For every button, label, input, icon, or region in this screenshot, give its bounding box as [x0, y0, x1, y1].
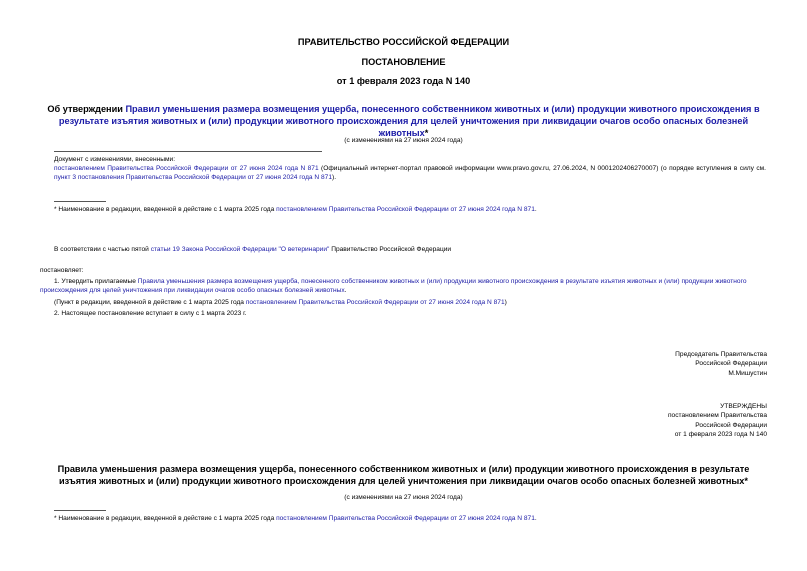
item-1-text: 1. Утвердить прилагаемые: [54, 278, 138, 285]
entry-into-force-link[interactable]: пункт 3 постановления Правительства Российской Федерации от 27 июня 2024 года N 871: [54, 174, 333, 182]
preamble-text-end: Правительство Российской Федерации: [329, 246, 452, 253]
footnote-2-decree-link[interactable]: постановлением Правительства Российской Федерации от 27 июня 2024 года N 871: [276, 515, 535, 522]
footnote-text: * Наименование в редакции, введенной в действие с 1 марта 2025 года: [54, 206, 277, 213]
government-heading: ПРАВИТЕЛЬСТВО РОССИЙСКОЙ ФЕДЕРАЦИИ: [297, 37, 510, 47]
doc-type-heading: ПОСТАНОВЛЕНИЕ: [361, 57, 446, 67]
signature-line-2: Российской Федерации: [695, 360, 767, 368]
signature-block: [500, 350, 767, 378]
approved-line-3: Российской Федерации: [695, 421, 767, 429]
item-2: 2. Настоящее постановление вступает в силу с 1 марта 2023 г.: [54, 310, 247, 317]
title-rules-link[interactable]: Правил уменьшения размера возмещения ущерба, понесенного собственником животных и (или) продукции животного происхождения в результате изъятия животных и (или) продукции животного происхождения для целей уничтожения при ликвидации очагов особо опасных болезней животных: [58, 104, 760, 138]
title-prefix: Об утверждении: [47, 104, 126, 114]
changes-text: [54, 164, 766, 183]
footnote-title: [54, 205, 766, 214]
changes-source-text: (Официальный интернет-портал правовой информации www.pravo.gov.ru, 27.06.2024, N 0001202406270007) (о порядке вступления в силу см.: [318, 165, 766, 172]
signature-line-1: Председатель Правительства: [675, 351, 767, 358]
item-1: [40, 277, 767, 296]
amended-note: (с изменениями на 27 июня 2024 года): [344, 137, 463, 144]
document-title: [40, 103, 767, 139]
approved-line-1: УТВЕРЖДЕНЫ: [720, 403, 767, 410]
divider: [54, 151, 322, 152]
footnote-title-2: [54, 514, 766, 523]
law-article-link[interactable]: статьи 19 Закона Российской Федерации "О ветеринарии": [150, 246, 330, 253]
footnote-divider-2: [54, 510, 106, 511]
changes-label: Документ с изменениями, внесенными:: [54, 156, 176, 163]
approved-rules-link[interactable]: Правила уменьшения размера возмещения ущерба, понесенного собственником животных и (или) продукции животного происхождения в результате изъятия животных и (или) продукции животного происхождения для целей уничтожения при ликвидации очагов особо опасных болезней животных: [40, 278, 747, 295]
footnote-end: .: [534, 206, 537, 213]
amended-note-2: (с изменениями на 27 июня 2024 года): [344, 494, 463, 501]
rules-title: Правила уменьшения размера возмещения ущерба, понесенного собственником животных и (или) продукции животного происхождения в результате изъятия животных и (или) продукции животного происхождения для целей уничтожения при ликвидации очагов особо опасных болезней животных*: [57, 464, 750, 486]
footnote-2-text: * Наименование в редакции, введенной в действие с 1 марта 2025 года: [54, 515, 277, 522]
approved-line-2: постановлением Правительства: [667, 412, 767, 420]
preamble-text: В соответствии с частью пятой: [54, 246, 151, 253]
preamble: [54, 245, 766, 254]
approved-block: [500, 402, 767, 439]
item-1-end: .: [344, 287, 347, 295]
item-1-note-link[interactable]: постановлением Правительства Российской Федерации от 27 июня 2024 года N 871: [245, 299, 505, 306]
item-1-note-text: (Пункт в редакции, введенной в действие с 1 марта 2025 года: [54, 299, 246, 306]
title-suffix: *: [424, 128, 429, 138]
footnote-decree-link[interactable]: постановлением Правительства Российской Федерации от 27 июня 2024 года N 871: [276, 206, 535, 213]
changes-end: ).: [332, 174, 337, 182]
date-number: от 1 февраля 2023 года N 140: [336, 76, 471, 86]
signature-line-3: М.Мишустин: [728, 369, 767, 377]
footnote-2-end: .: [534, 515, 537, 522]
item-1-note: [54, 298, 766, 307]
decree-word: постановляет:: [40, 267, 84, 274]
approved-line-4: от 1 февраля 2023 года N 140: [674, 430, 767, 438]
item-1-note-end: ): [504, 299, 507, 306]
amending-decree-link[interactable]: постановлением Правительства Российской Федерации от 27 июня 2024 года N 871: [54, 165, 319, 172]
footnote-divider: [54, 201, 106, 202]
